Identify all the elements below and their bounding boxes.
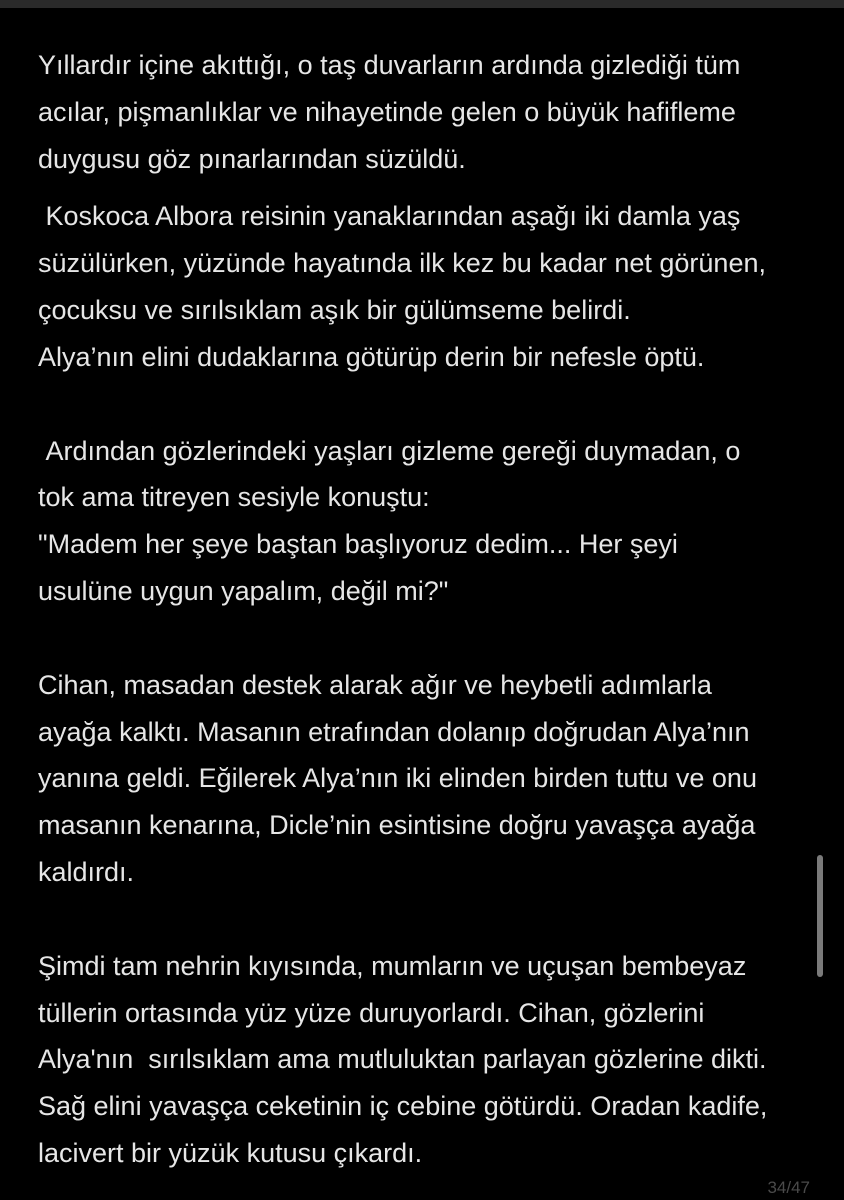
paragraph-3: Ardından gözlerindeki yaşları gizleme gereği duymadan, o tok ama titreyen sesiyle konuştu: "Madem her şeye baştan başlıyoruz dedim... Her şeyi usulüne uygun yapalım, değil mi?" xyxy=(38,435,741,606)
scrollbar[interactable] xyxy=(817,855,823,977)
paragraph-1: Yıllardır içine akıttığı, o taş duvarların ardında gizlediği tüm acılar, pişmanlıklar ve nihayetinde gelen o büyük hafifleme duygusu göz pınarlarından süzüldü. xyxy=(38,50,741,174)
paragraph-5: Şimdi tam nehrin kıyısında, mumların ve uçuşan bembeyaz tüllerin ortasında yüz yüze duruyorlardı. Cihan, gözlerini Alya'nın sırılsıklam ama mutluluktan parlayan gözlerine dikti. Sağ elini yavaşça ceketinin iç cebine götürdü. Oradan kadife, lacivert bir yüzük kutusu çıkardı. xyxy=(38,950,768,1168)
paragraph-spacer xyxy=(38,896,808,943)
page-counter: 34/47 xyxy=(767,1178,810,1197)
reading-area[interactable] xyxy=(38,42,808,1177)
paragraph-2: Koskoca Albora reisinin yanaklarından aşağı iki damla yaş süzülürken, yüzünde hayatında ilk kez bu kadar net görünen, çocuksu ve sırılsıklam aşık bir gülümseme belirdi. Alya’nın elini dudaklarına götürüp derin bir nefesle öptü. xyxy=(38,201,766,372)
top-status-strip xyxy=(0,0,844,8)
paragraph-4: Cihan, masadan destek alarak ağır ve heybetli adımlarla ayağa kalktı. Masanın etrafından dolanıp doğrudan Alya’nın yanına geldi. Eğilerek Alya’nın iki elinden birden tuttu ve onu masanın kenarına, Dicle’nin esintisine doğru yavaşça ayağa kaldırdı. xyxy=(38,669,757,887)
paragraph-spacer xyxy=(38,381,808,428)
scrollbar-thumb[interactable] xyxy=(817,855,823,977)
paragraph-spacer xyxy=(38,182,808,193)
paragraph-spacer xyxy=(38,615,808,662)
